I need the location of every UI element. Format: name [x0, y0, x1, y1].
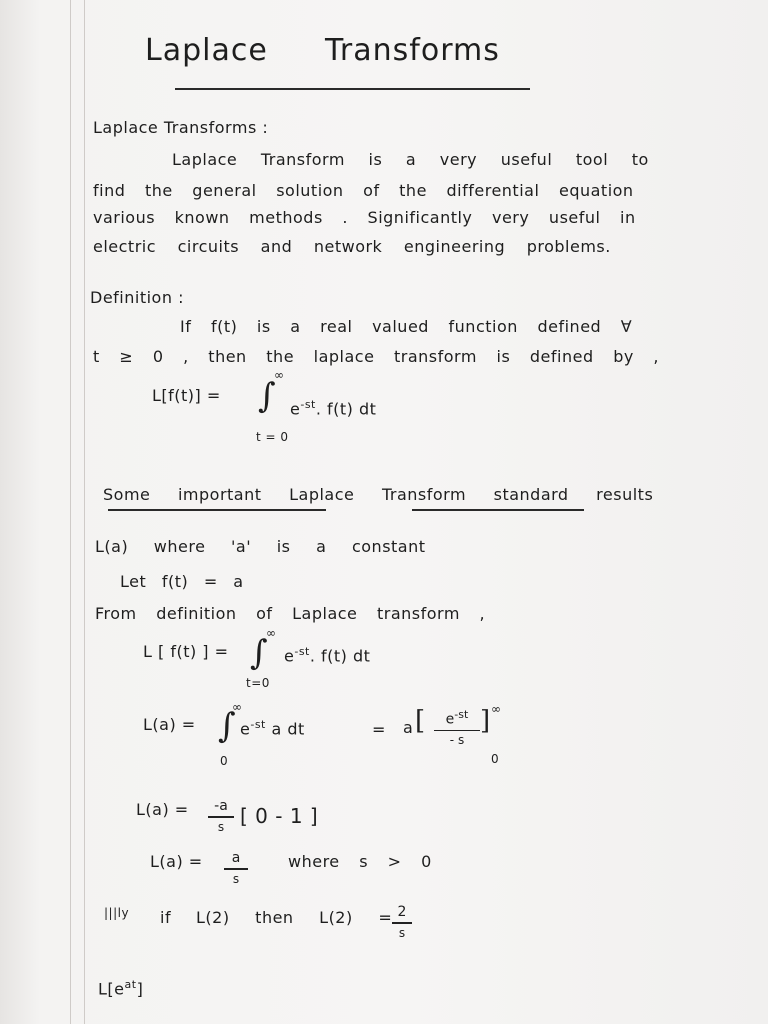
eq1-integral: ∫ — [250, 633, 269, 673]
intro-line-2: find the general solution of the differential equation — [93, 181, 634, 200]
def-integral: ∫ — [258, 376, 277, 416]
intro-line-4: electric circuits and network engineering problems. — [93, 237, 611, 256]
eq5-prefix: |||ly — [104, 906, 130, 920]
eq3-fraction: -a s — [208, 798, 234, 834]
eq6: $L[e^{at}]$ — [98, 978, 144, 999]
intro-line-1: Laplace Transform is a very useful tool to — [172, 150, 649, 169]
eq3-rhs: [ 0 - 1 ] — [240, 804, 319, 828]
eq1-integrand: $e^{-st}$. f(t) dt — [284, 645, 371, 666]
results-heading: Some important Laplace Transform standard results — [103, 485, 654, 504]
definition-line-1: If f(t) is a real valued function defined ∀ — [180, 317, 633, 336]
margin-line — [70, 0, 71, 1024]
def-integrand: $e^{-st}$. f(t) dt — [290, 398, 377, 419]
eq2-left-bracket: [ — [415, 706, 426, 736]
from-line: From definition of Laplace transform , — [95, 604, 486, 623]
eq2-lower-2: 0 — [491, 752, 500, 766]
eq2-frac-num: $e^{-st}$ — [445, 708, 469, 728]
eq1-lhs: L [ f(t) ] = — [143, 642, 229, 661]
let-line: Let f(t) = a — [120, 572, 244, 591]
results-underline-2 — [412, 509, 584, 511]
def-lower-limit: t = 0 — [256, 430, 289, 444]
eq2-frac-den: - s — [449, 733, 465, 748]
eq3-lhs: L(a) = — [136, 800, 189, 819]
results-underline-1 — [108, 509, 326, 511]
eq4-lhs: L(a) = — [150, 852, 203, 871]
eq5-if: if — [160, 908, 172, 927]
eq5-fraction: 2 s — [392, 904, 412, 940]
eq2-integrand: $e^{-st}$ a dt — [240, 718, 305, 739]
eq2-right-bracket: ] — [480, 706, 491, 736]
eq2-upper-2: ∞ — [491, 702, 502, 716]
title-word-1: Laplace — [145, 33, 268, 68]
margin-line-2 — [84, 0, 85, 1024]
eq2-upper: ∞ — [232, 700, 243, 714]
eq4-fraction: a s — [224, 850, 248, 886]
la-line: L(a) where 'a' is a constant — [95, 537, 426, 556]
eq2-lower: 0 — [220, 754, 229, 768]
definition-heading: Definition : — [90, 288, 184, 307]
title-word-2: Transforms — [325, 33, 500, 68]
eq2-lhs: L(a) = — [143, 715, 196, 734]
eq1-lower: t=0 — [246, 676, 270, 690]
intro-line-3: various known methods . Significantly very useful in — [93, 208, 636, 227]
eq2-integral: ∫ — [218, 706, 237, 746]
eq2-fraction — [434, 708, 480, 747]
intro-heading: Laplace Transforms : — [93, 118, 269, 137]
definition-line-2: t ≥ 0 , then the laplace transform is defined by , — [93, 347, 659, 366]
eq1-upper: ∞ — [266, 626, 277, 640]
eq5-middle: L(2) then L(2) = — [196, 908, 393, 927]
def-upper-limit: ∞ — [274, 368, 285, 382]
def-lhs: L[f(t)] = — [152, 386, 221, 405]
title-underline — [175, 88, 530, 90]
eq4-condition: where s > 0 — [288, 852, 432, 871]
eq2-equals: = — [372, 720, 386, 739]
eq2-a: a — [403, 718, 414, 737]
